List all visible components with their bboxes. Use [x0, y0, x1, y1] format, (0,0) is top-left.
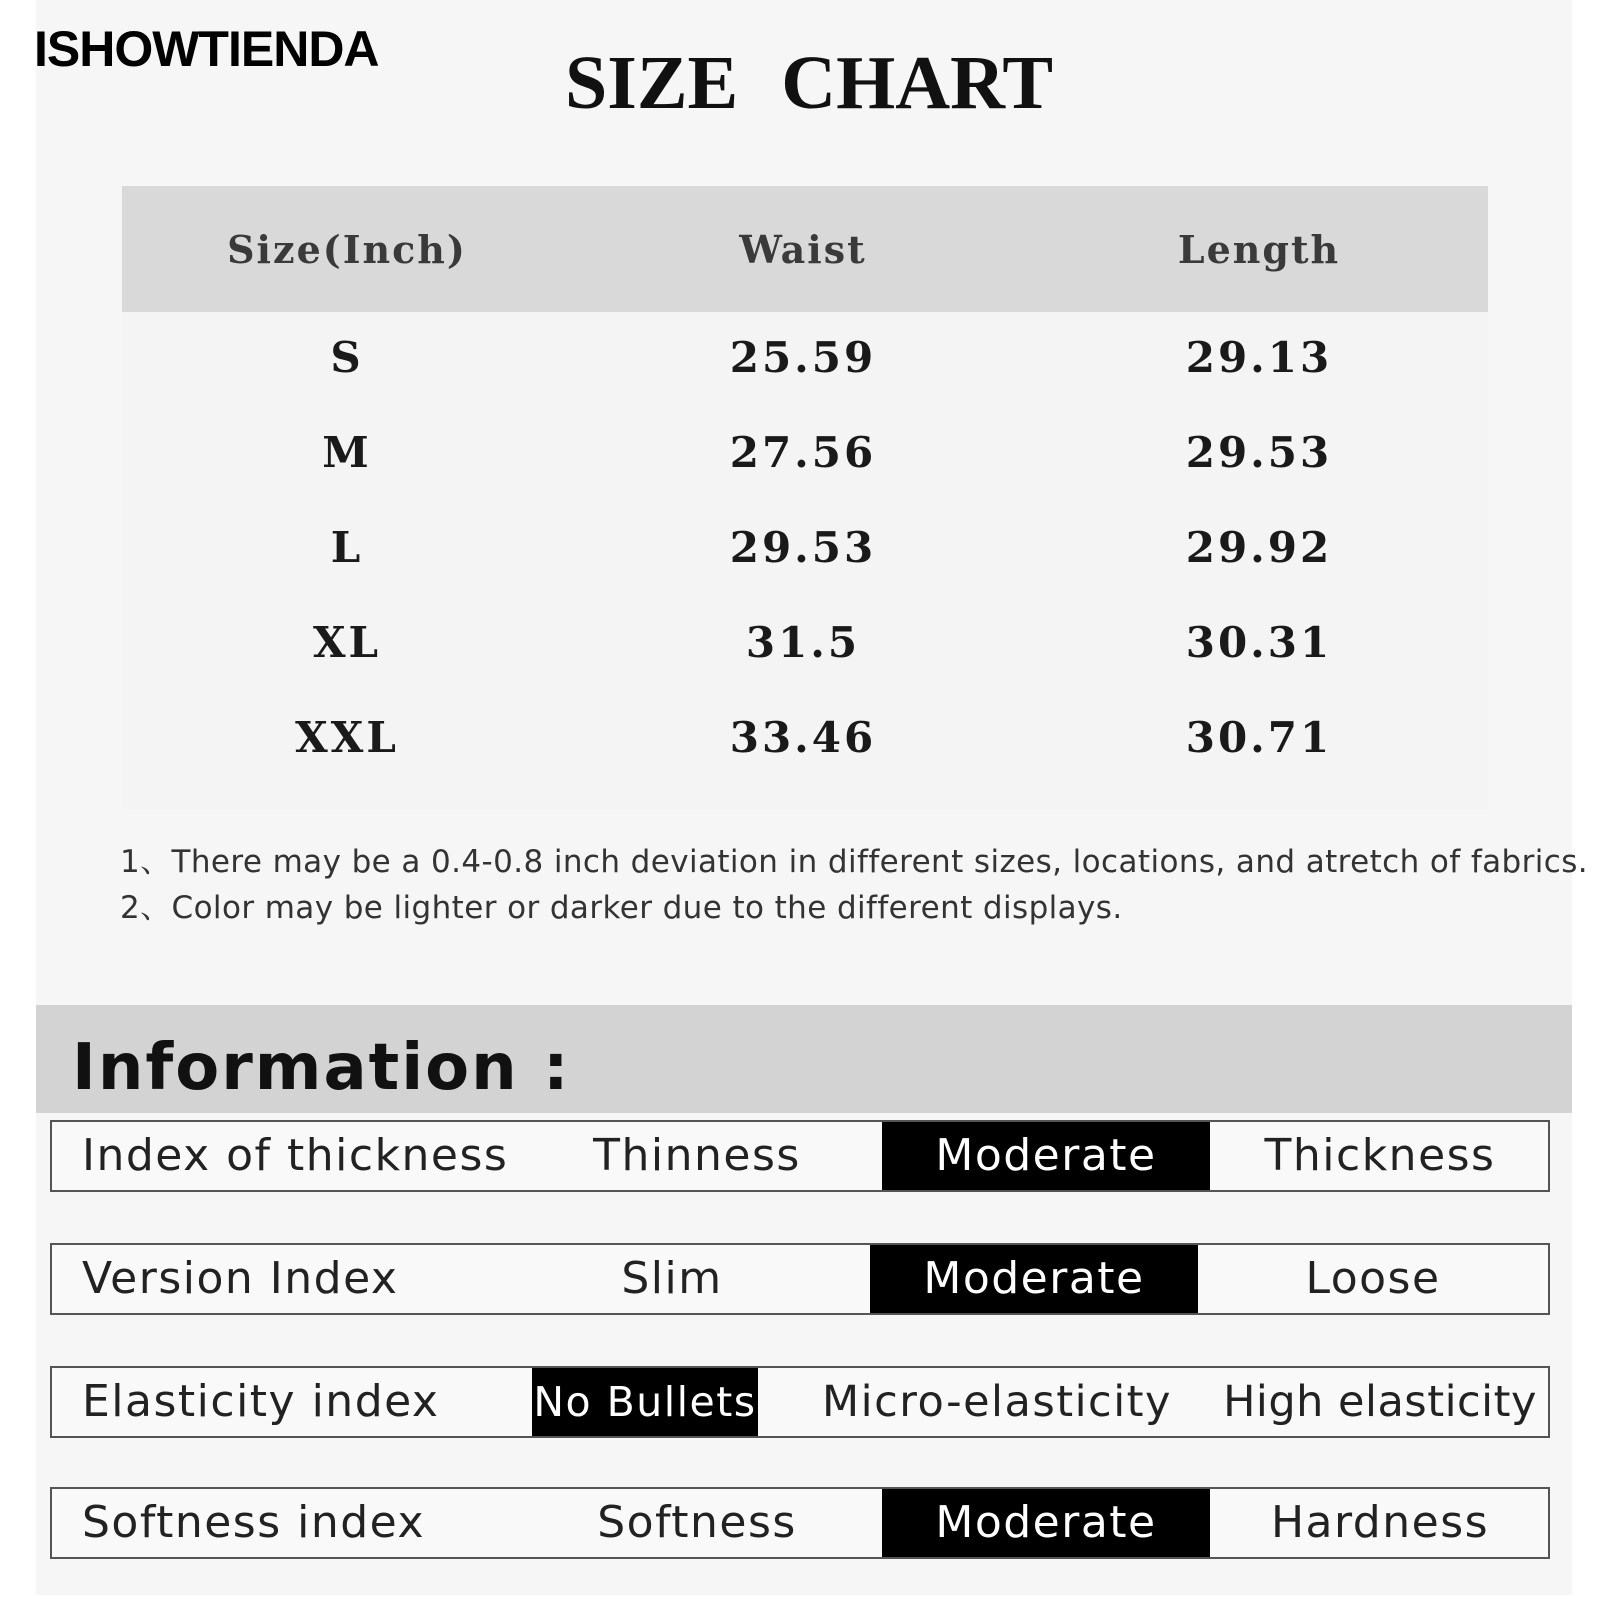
option-high-elasticity: High elasticity: [1223, 1377, 1537, 1427]
row-waist: 27.56: [729, 428, 877, 477]
row-length: 30.31: [1185, 618, 1333, 667]
info-row-label: Elasticity index: [82, 1376, 440, 1427]
row-waist: 33.46: [729, 713, 877, 762]
header-length: Length: [1177, 227, 1341, 272]
row-waist: 31.5: [745, 618, 861, 667]
row-size: L: [330, 523, 364, 572]
row-size: XXL: [295, 713, 399, 762]
info-row-softness: [50, 1487, 1550, 1559]
row-waist: 25.59: [729, 333, 877, 382]
option-softness: Softness: [597, 1497, 797, 1548]
size-table: [122, 186, 1488, 810]
option-micro-elasticity: Micro-elasticity: [822, 1377, 1172, 1427]
info-row-label: Softness index: [82, 1497, 425, 1548]
row-size: M: [322, 428, 372, 477]
size-table-header: [122, 186, 1488, 312]
row-length: 29.13: [1185, 333, 1333, 382]
option-loose: Loose: [1305, 1253, 1441, 1304]
note-color: 2、Color may be lighter or darker due to the different displays.: [120, 890, 1123, 926]
row-waist: 29.53: [729, 523, 877, 572]
note-deviation: 1、There may be a 0.4-0.8 inch deviation in different sizes, locations, and atretch of fabrics.: [120, 844, 1589, 880]
option-no-bullets-selected: No Bullets: [532, 1368, 758, 1436]
option-moderate-selected: Moderate: [882, 1489, 1210, 1557]
option-thickness: Thickness: [1264, 1130, 1496, 1181]
header-size: Size(Inch): [227, 227, 467, 272]
page-title: SIZE CHART: [565, 41, 1054, 125]
row-length: 29.53: [1185, 428, 1333, 477]
info-row-elasticity: [50, 1366, 1550, 1438]
option-slim: Slim: [621, 1253, 723, 1304]
info-row-label: Index of thickness: [82, 1130, 509, 1181]
row-length: 30.71: [1185, 713, 1333, 762]
info-row-label: Version Index: [82, 1253, 399, 1304]
header-waist: Waist: [739, 227, 867, 272]
row-length: 29.92: [1185, 523, 1333, 572]
information-heading: Information :: [72, 1031, 571, 1105]
option-moderate-selected: Moderate: [870, 1245, 1198, 1313]
info-row-version: [50, 1243, 1550, 1315]
option-moderate-selected: Moderate: [882, 1122, 1210, 1190]
row-size: S: [330, 333, 364, 382]
option-hardness: Hardness: [1270, 1497, 1490, 1548]
info-row-thickness: [50, 1120, 1550, 1192]
option-thinness: Thinness: [593, 1130, 801, 1181]
brand-logo-text: ISHOWTIENDA: [34, 21, 379, 77]
row-size: XL: [312, 618, 382, 667]
